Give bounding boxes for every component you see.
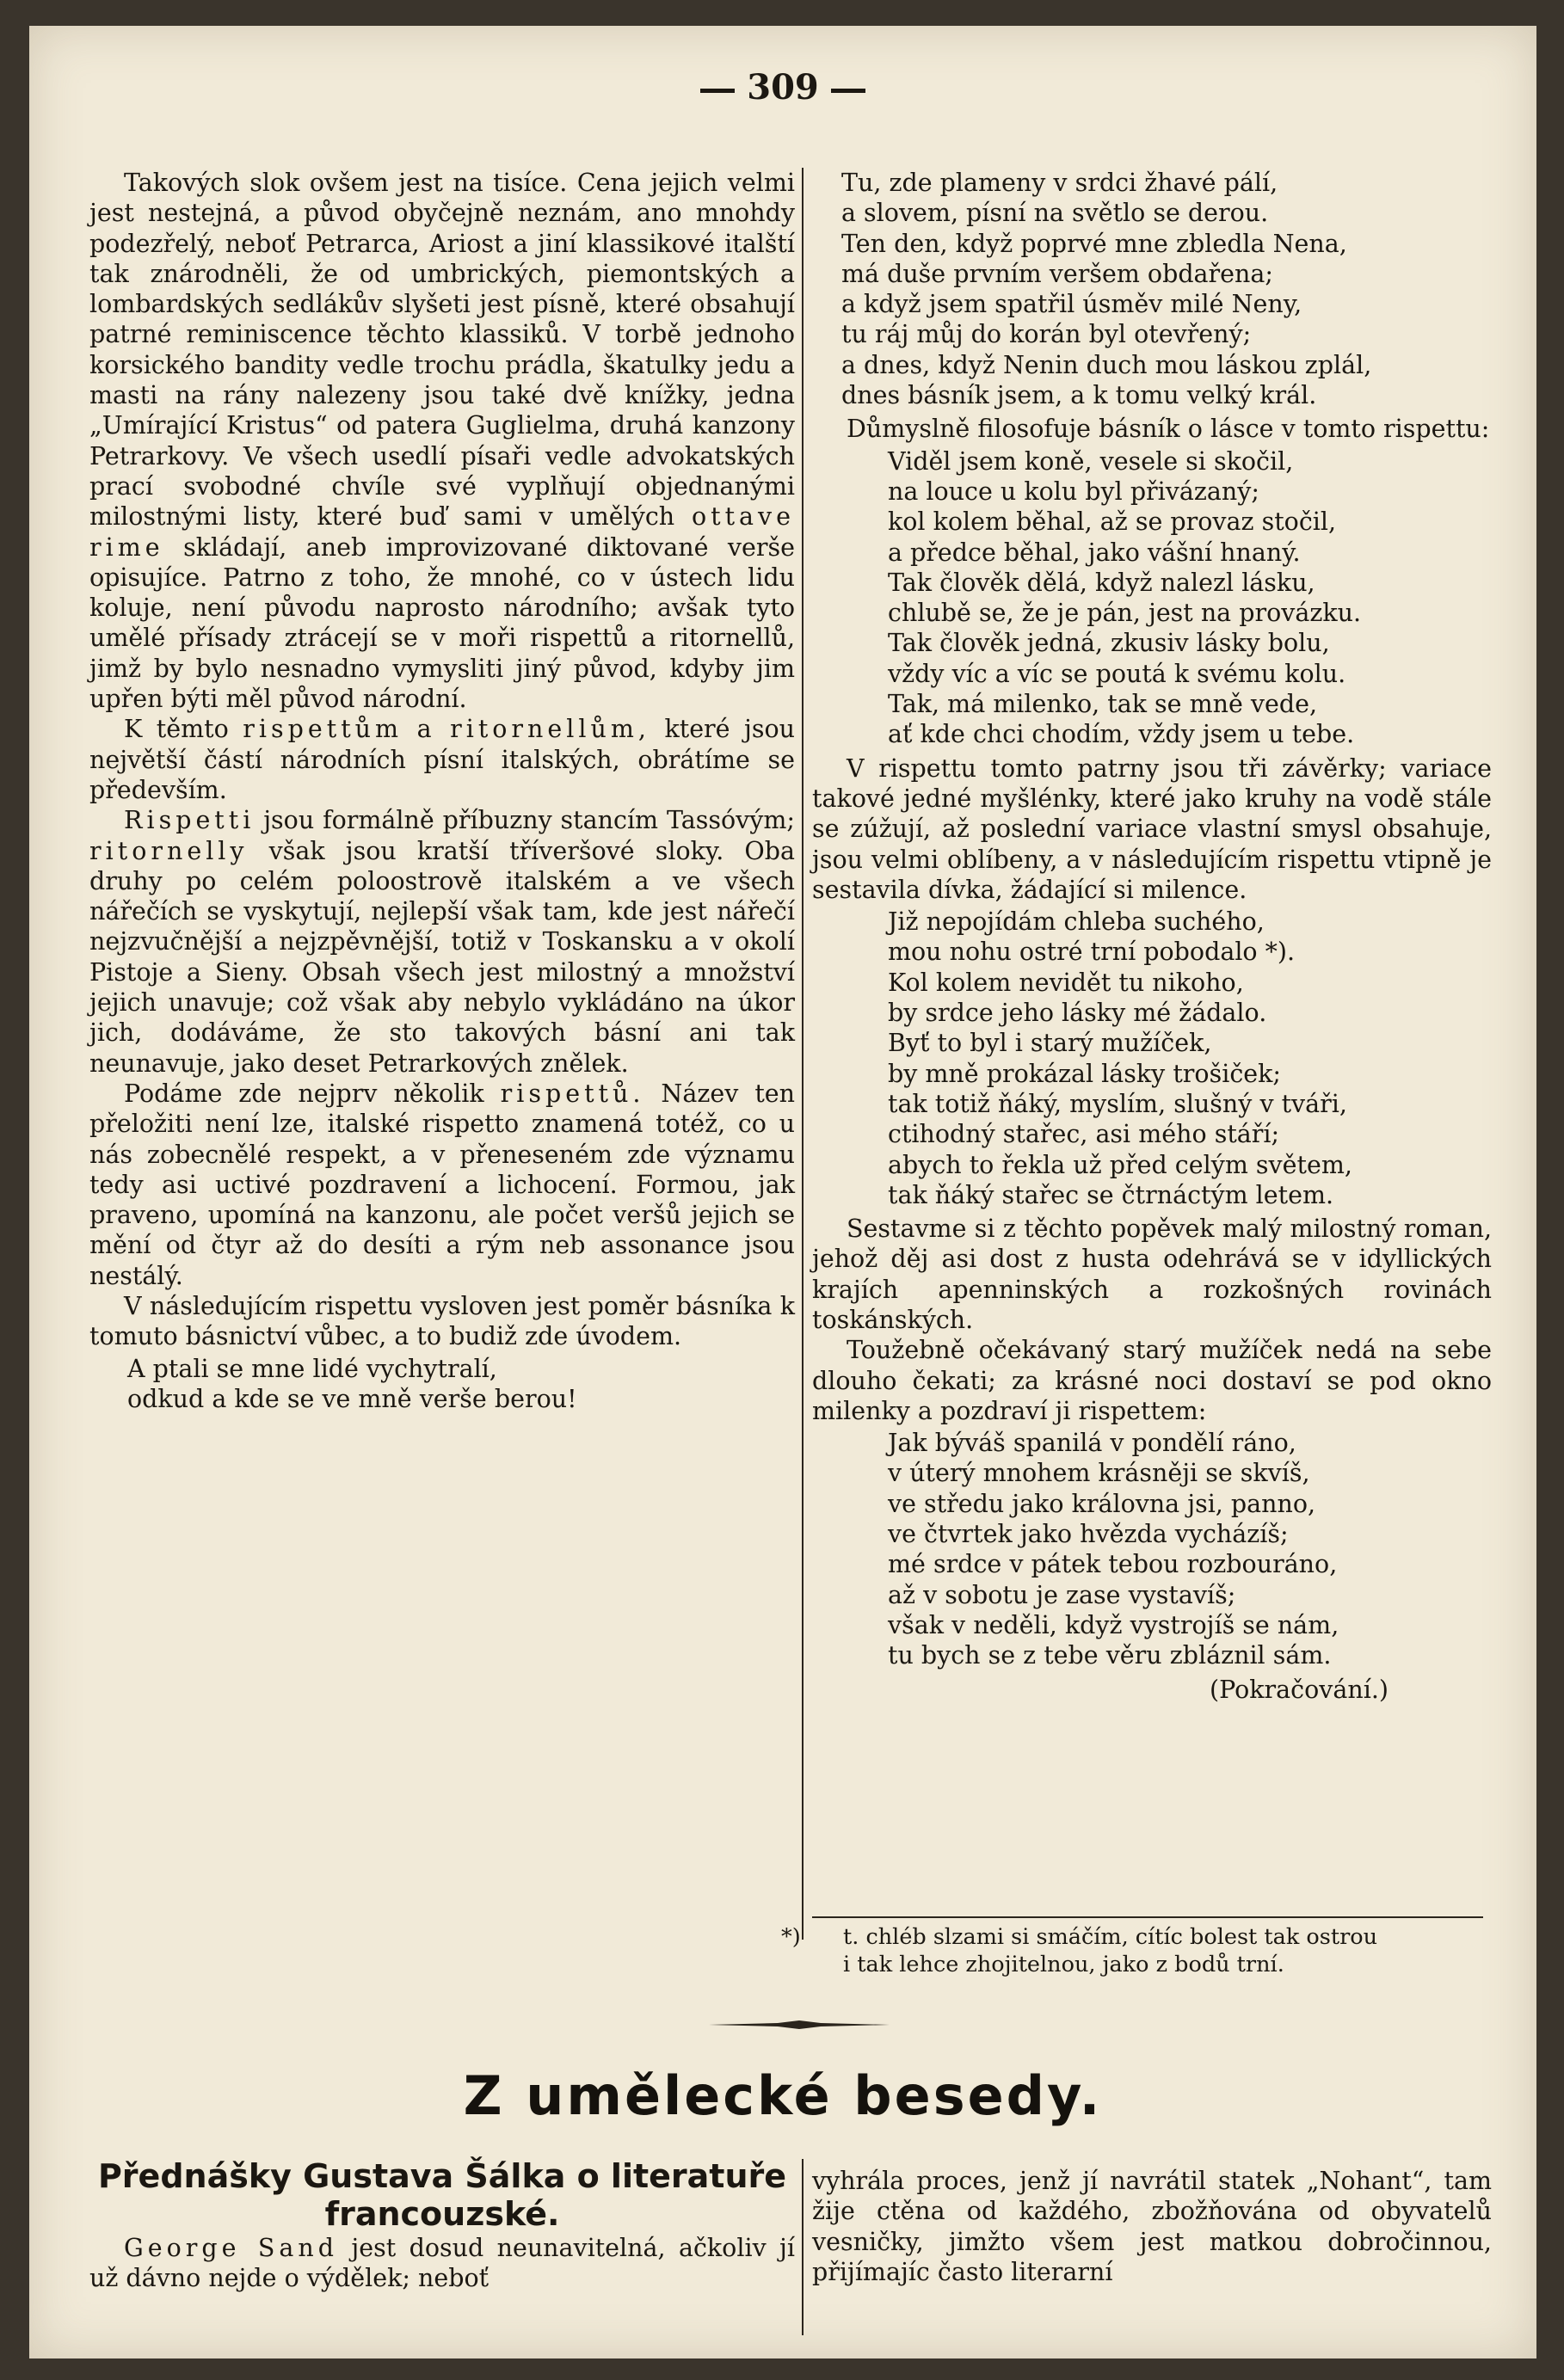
paragraph: Toužebně očekávaný starý mužíček nedá na sebe dlouho čekati; za krásné noci dostaví se pod okno milenky a pozdraví ji rispettem:	[812, 1336, 1492, 1425]
paragraph: V rispettu tomto patrny jsou tři závěrky; variace takové jedné myšlénky, které jako kruhy na vodě stále se zúžují, až poslední variace vlastní smysl obsahuje, jsou velmi oblíbeny, a v následujícím rispettu vtipně je sestavila dívka, žádající si milence.	[812, 753, 1492, 904]
verse-line: až v sobotu je zase vystavíš;	[888, 1580, 1236, 1609]
paragraph: V následujícím rispettu vysloven jest poměr básníka k tomuto básnictví vůbec, a to budiž zde úvodem.	[89, 1291, 795, 1351]
text: však jsou kratší tříveršové sloky. Oba druhy po celém poloostrově italském a ve všech nářečích se vyskytují, nejlepší však tam, kde jest nářečí nejzvučnější a nejzpěvnější, totiž v Toskansku a v okolí Pistoje a Sieny. Obsah všech jest milostný a množství jejich unavuje; což však aby nebylo vykládáno na úkor jich, dodáváme, že sto takových básní ani tak neunavuje, jako deset Petrarkových znělek.	[89, 836, 795, 1078]
spaced-term: ritornellům,	[450, 715, 650, 744]
footnote-mark: *)	[781, 1924, 801, 1950]
page-number-dash-right	[831, 89, 865, 93]
paragraph: Důmyslně filosofuje básník o lásce v tomto rispettu:	[847, 415, 1490, 444]
verse-line: tak totiž ňáký, myslím, slušný v tváři,	[888, 1089, 1347, 1118]
verse-line: mou nohu ostré trní pobodalo *).	[888, 938, 1296, 967]
verse-line: Tak člověk dělá, když nalezl lásku,	[888, 568, 1315, 597]
verse-line: dnes básník jsem, a k tomu velký král.	[841, 381, 1317, 410]
footnote-line: i tak lehce zhojitelnou, jako z bodů trní.	[843, 1952, 1284, 1977]
paragraph	[89, 168, 795, 714]
paragraph: Sestavme si z těchto popěvek malý milostný roman, jehož děj asi dost z husta odehrává se v idyllických krajích apenninských a rozkošných rovinách toskánských.	[812, 1215, 1492, 1334]
left-column	[89, 168, 795, 1418]
verse-line: tu bych se z tebe věru zbláznil sám.	[888, 1641, 1332, 1670]
page-number-text: 309	[747, 67, 819, 108]
verse-block	[812, 907, 1492, 1210]
text: K těmto	[124, 715, 229, 744]
verse-line: Již nepojídám chleba suchého,	[888, 907, 1265, 937]
verse-line: ať kde chci chodím, vždy jsem u tebe.	[888, 720, 1355, 749]
verse-line: ve čtvrtek jako hvězda vycházíš;	[888, 1520, 1289, 1549]
column-divider	[802, 2159, 804, 2335]
page-number-dash-left	[700, 89, 735, 93]
verse-line: by mně prokázal lásky trošiček;	[888, 1059, 1282, 1088]
verse-line: a když jsem spatřil úsměv milé Neny,	[841, 290, 1302, 319]
verse-block	[812, 446, 1492, 750]
paragraph: vyhrála proces, jenž jí navrátil statek „Nohant“, tam žije ctěna od každého, zbožňována od obyvatelů vesničky, jimžto všem jest matkou dobročinnou, přijímajíc často literarní	[812, 2167, 1492, 2286]
verse-line: však v neděli, když vystrojíš se nám,	[888, 1610, 1339, 1639]
text: skládají, aneb improvizované diktované verše opisujíce. Patrno z toho, že mnohé, co v ústech lidu koluje, není původu naprosto národního; avšak tyto umělé přísady ztrácejí se v moři rispettů a ritornellů, jimž by bylo nesnadno vymysliti jiný původ, kdyby jim upřen býti měl původ národní.	[89, 532, 796, 714]
footnote	[781, 1923, 1492, 1978]
text: Takových slok ovšem jest na tisíce. Cena jejich velmi jest nestejná, a původ obyčejně neznám, ano mnohdy podezřelý, neboť Petrarca, Ariost a jiní klassikové italští tak znárodněli, že od umbrických, piemontských a lombardských sedlákův slyšeti jest písně, které obsahují patrné reminiscence těchto klassiků. V torbě jednoho korsického bandity vedle trochu prádla, škatulky jedu a masti na rány nalezeny jsou také dvě knížky, jedna „Umírající Kristus“ od patera Guglielma, druhá kanzony Petrarkovy. Ve všech usedlí písaři vedle advokatských prací svobodné chvíle své vyplňují objednanými milostnými listy, které buď sami v umělých	[89, 169, 795, 532]
verse-line: Kol kolem nevidět tu nikoho,	[888, 968, 1244, 997]
spaced-term: Rispetti	[124, 806, 256, 835]
right-column	[812, 168, 1492, 1705]
verse-line: Byť to byl i starý mužíček,	[888, 1029, 1212, 1058]
verse-line: Tak, má milenko, tak se mně vede,	[888, 690, 1318, 719]
verse-line: a dnes, když Nenin duch mou láskou zplál,	[841, 350, 1372, 379]
verse-line: Jak býváš spanilá v pondělí ráno,	[888, 1429, 1296, 1458]
article-heading: Přednášky Gustava Šálka o literatuře francouzské.	[97, 2157, 787, 2233]
verse-line: chlubě se, že je pán, jest na provázku.	[888, 599, 1362, 628]
verse-line: tu ráj můj do korán byl otevřený;	[841, 320, 1252, 349]
lecture-article	[89, 2157, 795, 2294]
page-sheet	[29, 26, 1536, 2358]
paragraph	[89, 2233, 795, 2294]
text: Podáme zde nejprv několik	[124, 1079, 484, 1108]
footnote-line	[781, 1923, 1492, 1951]
footnote-rule	[812, 1916, 1483, 1918]
verse-line: a slovem, písní na světlo se derou.	[841, 199, 1269, 228]
verse-line: odkud a kde se ve mně verše berou!	[127, 1384, 577, 1413]
verse-line: na louce u kolu byl přivázaný;	[888, 477, 1259, 506]
verse-block	[812, 1428, 1492, 1670]
spaced-term: rispettům	[243, 715, 403, 744]
verse-line: Ten den, když poprvé mne zbledla Nena,	[841, 229, 1347, 258]
verse-line: ve středu jako královna jsi, panno,	[888, 1489, 1316, 1518]
text: jest dosud neunavitelná, ačkoliv jí už dávno nejde o výdělek; neboť	[89, 2234, 796, 2293]
verse-line: tak ňáký stařec se čtrnáctým letem.	[888, 1180, 1334, 1209]
continued-note: (Pokračování.)	[1209, 1675, 1389, 1704]
verse-block	[812, 168, 1492, 410]
verse-line: má duše prvním veršem obdařena;	[841, 259, 1273, 288]
section-title: Z umělecké besedy.	[463, 2064, 1103, 2127]
text: Název ten přeložiti není lze, italské rispetto znamená totéž, co u nás zobecnělé respekt, a v přeneseném zde významu tedy asi uctivé pozdravení a lichocení. Formou, jak praveno, upomíná na kanzonu, ale počet veršů jejich se mění od čtyr až do desíti a rým neb assonance jsou nestálý.	[89, 1079, 795, 1290]
verse-line: ctihodný stařec, asi mého stáří;	[888, 1120, 1280, 1149]
verse-line: abych to řekla už před celým světem,	[888, 1150, 1352, 1179]
verse-block	[89, 1354, 795, 1415]
paragraph	[89, 714, 795, 805]
page-number	[29, 67, 1536, 108]
verse-line: kol kolem běhal, až se provaz stočil,	[888, 507, 1337, 537]
spaced-term: rispettů.	[500, 1079, 645, 1108]
verse-line: Viděl jsem koně, vesele si skočil,	[888, 446, 1294, 476]
verse-line: A ptali se mne lidé vychytralí,	[127, 1354, 497, 1383]
lecture-continuation	[812, 2166, 1492, 2287]
spaced-term: a	[416, 715, 436, 744]
footnote-text: t. chléb slzami si smáčím, cítíc bolest tak ostrou	[843, 1924, 1378, 1950]
spaced-term: George Sand	[124, 2234, 339, 2262]
verse-line: by srdce jeho lásky mé žádalo.	[888, 999, 1267, 1028]
column-divider	[802, 168, 804, 1940]
verse-line: mé srdce v pátek tebou rozbouráno,	[888, 1550, 1338, 1579]
verse-line: vždy víc a víc se poutá k svému kolu.	[888, 659, 1346, 688]
verse-line: a předce běhal, jako vášní hnaný.	[888, 538, 1301, 567]
spaced-term: ritornelly	[89, 836, 249, 865]
verse-line: Tu, zde plameny v srdci žhavé pálí,	[841, 169, 1278, 197]
text: které jsou největší částí národních písní italských, obrátíme se především.	[89, 715, 796, 804]
spaced-term: ottave rime	[89, 502, 796, 562]
verse-line: Tak člověk jedná, zkusiv lásky bolu,	[888, 629, 1330, 658]
paragraph	[89, 805, 795, 1079]
text: jsou formálně příbuzny stancím Tassóvým;	[263, 806, 795, 835]
paragraph	[89, 1079, 795, 1291]
ornament-divider	[709, 2020, 890, 2030]
verse-line: v úterý mnohem krásněji se skvíš,	[888, 1459, 1310, 1488]
